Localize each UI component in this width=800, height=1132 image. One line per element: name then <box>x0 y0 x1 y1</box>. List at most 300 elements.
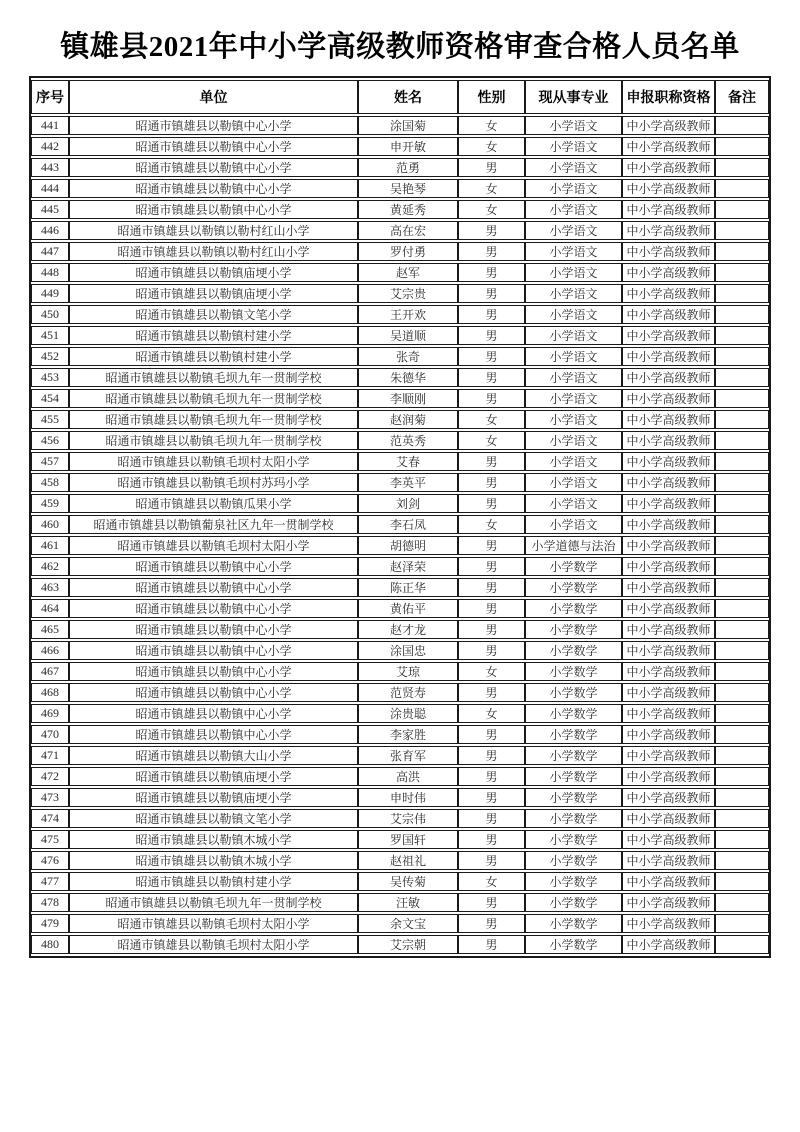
cell-title: 中小学高级教师 <box>622 599 715 618</box>
cell-note <box>715 641 769 660</box>
cell-subject: 小学数学 <box>525 683 622 702</box>
cell-subject: 小学数学 <box>525 725 622 744</box>
cell-serial: 466 <box>31 641 69 660</box>
table-row <box>31 347 769 366</box>
cell-name: 艾宗贵 <box>358 284 458 303</box>
cell-title: 中小学高级教师 <box>622 431 715 450</box>
cell-gender: 男 <box>458 809 525 828</box>
cell-unit: 昭通市镇雄县以勒镇以勒村红山小学 <box>69 242 358 261</box>
column-header-gender: 性别 <box>458 80 525 114</box>
cell-subject: 小学数学 <box>525 872 622 891</box>
cell-note <box>715 662 769 681</box>
cell-subject: 小学语文 <box>525 116 622 135</box>
cell-unit: 昭通市镇雄县以勒镇中心小学 <box>69 557 358 576</box>
cell-gender: 男 <box>458 242 525 261</box>
cell-gender: 男 <box>458 221 525 240</box>
cell-serial: 442 <box>31 137 69 156</box>
cell-serial: 461 <box>31 536 69 555</box>
table-row <box>31 662 769 681</box>
cell-unit: 昭通市镇雄县以勒镇村建小学 <box>69 872 358 891</box>
cell-serial: 467 <box>31 662 69 681</box>
cell-serial: 470 <box>31 725 69 744</box>
cell-serial: 473 <box>31 788 69 807</box>
cell-name: 李英平 <box>358 473 458 492</box>
table-row <box>31 179 769 198</box>
cell-serial: 460 <box>31 515 69 534</box>
cell-title: 中小学高级教师 <box>622 515 715 534</box>
cell-title: 中小学高级教师 <box>622 494 715 513</box>
cell-title: 中小学高级教师 <box>622 578 715 597</box>
column-header-note: 备注 <box>715 80 769 114</box>
cell-title: 中小学高级教师 <box>622 179 715 198</box>
cell-serial: 444 <box>31 179 69 198</box>
cell-subject: 小学语文 <box>525 410 622 429</box>
table-row <box>31 725 769 744</box>
column-header-subject: 现从事专业 <box>525 80 622 114</box>
cell-subject: 小学语文 <box>525 284 622 303</box>
cell-subject: 小学语文 <box>525 158 622 177</box>
cell-subject: 小学语文 <box>525 515 622 534</box>
cell-note <box>715 851 769 870</box>
cell-title: 中小学高级教师 <box>622 683 715 702</box>
cell-title: 中小学高级教师 <box>622 914 715 933</box>
cell-title: 中小学高级教师 <box>622 305 715 324</box>
cell-serial: 463 <box>31 578 69 597</box>
cell-note <box>715 452 769 471</box>
cell-gender: 男 <box>458 494 525 513</box>
cell-subject: 小学数学 <box>525 704 622 723</box>
table-row <box>31 431 769 450</box>
cell-note <box>715 116 769 135</box>
cell-unit: 昭通市镇雄县以勒镇中心小学 <box>69 725 358 744</box>
cell-note <box>715 410 769 429</box>
cell-unit: 昭通市镇雄县以勒镇庙埂小学 <box>69 263 358 282</box>
cell-gender: 男 <box>458 851 525 870</box>
cell-gender: 男 <box>458 263 525 282</box>
cell-title: 中小学高级教师 <box>622 620 715 639</box>
cell-subject: 小学数学 <box>525 809 622 828</box>
cell-gender: 男 <box>458 578 525 597</box>
cell-subject: 小学语文 <box>525 452 622 471</box>
cell-name: 李顺刚 <box>358 389 458 408</box>
cell-unit: 昭通市镇雄县以勒镇大山小学 <box>69 746 358 765</box>
cell-unit: 昭通市镇雄县以勒镇庙埂小学 <box>69 788 358 807</box>
cell-note <box>715 830 769 849</box>
cell-subject: 小学数学 <box>525 914 622 933</box>
cell-serial: 454 <box>31 389 69 408</box>
cell-name: 艾春 <box>358 452 458 471</box>
cell-serial: 443 <box>31 158 69 177</box>
cell-serial: 452 <box>31 347 69 366</box>
cell-unit: 昭通市镇雄县以勒镇村建小学 <box>69 347 358 366</box>
cell-serial: 455 <box>31 410 69 429</box>
cell-note <box>715 137 769 156</box>
cell-subject: 小学语文 <box>525 389 622 408</box>
cell-note <box>715 809 769 828</box>
cell-gender: 男 <box>458 326 525 345</box>
table-row <box>31 326 769 345</box>
cell-gender: 女 <box>458 431 525 450</box>
cell-subject: 小学语文 <box>525 305 622 324</box>
cell-serial: 479 <box>31 914 69 933</box>
cell-title: 中小学高级教师 <box>622 704 715 723</box>
cell-unit: 昭通市镇雄县以勒镇中心小学 <box>69 179 358 198</box>
table-row <box>31 263 769 282</box>
cell-unit: 昭通市镇雄县以勒镇毛坝九年一贯制学校 <box>69 410 358 429</box>
cell-gender: 男 <box>458 914 525 933</box>
cell-note <box>715 935 769 954</box>
cell-unit: 昭通市镇雄县以勒镇以勒村红山小学 <box>69 221 358 240</box>
cell-serial: 475 <box>31 830 69 849</box>
cell-gender: 男 <box>458 725 525 744</box>
cell-title: 中小学高级教师 <box>622 410 715 429</box>
cell-note <box>715 914 769 933</box>
cell-serial: 453 <box>31 368 69 387</box>
cell-name: 王开欢 <box>358 305 458 324</box>
cell-gender: 男 <box>458 389 525 408</box>
cell-gender: 男 <box>458 536 525 555</box>
cell-note <box>715 725 769 744</box>
table-row <box>31 767 769 786</box>
cell-subject: 小学语文 <box>525 200 622 219</box>
cell-note <box>715 284 769 303</box>
cell-gender: 男 <box>458 683 525 702</box>
cell-name: 陈正华 <box>358 578 458 597</box>
cell-subject: 小学数学 <box>525 893 622 912</box>
table-row <box>31 914 769 933</box>
cell-serial: 477 <box>31 872 69 891</box>
cell-name: 艾宗伟 <box>358 809 458 828</box>
cell-subject: 小学语文 <box>525 137 622 156</box>
cell-subject: 小学语文 <box>525 347 622 366</box>
cell-gender: 女 <box>458 137 525 156</box>
table-row <box>31 641 769 660</box>
cell-name: 罗付勇 <box>358 242 458 261</box>
cell-serial: 445 <box>31 200 69 219</box>
cell-unit: 昭通市镇雄县以勒镇庙埂小学 <box>69 767 358 786</box>
cell-serial: 464 <box>31 599 69 618</box>
cell-gender: 女 <box>458 662 525 681</box>
table-row <box>31 473 769 492</box>
cell-unit: 昭通市镇雄县以勒镇中心小学 <box>69 662 358 681</box>
cell-note <box>715 263 769 282</box>
cell-unit: 昭通市镇雄县以勒镇瓜果小学 <box>69 494 358 513</box>
table-row <box>31 242 769 261</box>
cell-title: 中小学高级教师 <box>622 557 715 576</box>
cell-subject: 小学语文 <box>525 221 622 240</box>
cell-note <box>715 158 769 177</box>
cell-unit: 昭通市镇雄县以勒镇毛坝村太阳小学 <box>69 452 358 471</box>
cell-title: 中小学高级教师 <box>622 536 715 555</box>
cell-title: 中小学高级教师 <box>622 137 715 156</box>
cell-serial: 456 <box>31 431 69 450</box>
cell-name: 吴道顺 <box>358 326 458 345</box>
cell-subject: 小学数学 <box>525 620 622 639</box>
cell-note <box>715 557 769 576</box>
table-row <box>31 809 769 828</box>
table-row <box>31 830 769 849</box>
cell-gender: 女 <box>458 116 525 135</box>
cell-note <box>715 620 769 639</box>
cell-name: 高在宏 <box>358 221 458 240</box>
table-row <box>31 410 769 429</box>
cell-name: 赵润菊 <box>358 410 458 429</box>
table-row <box>31 200 769 219</box>
table-row <box>31 536 769 555</box>
cell-serial: 458 <box>31 473 69 492</box>
table-row <box>31 284 769 303</box>
cell-title: 中小学高级教师 <box>622 326 715 345</box>
cell-name: 黄延秀 <box>358 200 458 219</box>
table-row <box>31 116 769 135</box>
qualification-table <box>29 76 771 958</box>
cell-unit: 昭通市镇雄县以勒镇中心小学 <box>69 683 358 702</box>
cell-subject: 小学数学 <box>525 830 622 849</box>
cell-unit: 昭通市镇雄县以勒镇毛坝九年一贯制学校 <box>69 368 358 387</box>
cell-unit: 昭通市镇雄县以勒镇中心小学 <box>69 158 358 177</box>
cell-title: 中小学高级教师 <box>622 851 715 870</box>
header-row <box>31 80 769 114</box>
cell-serial: 472 <box>31 767 69 786</box>
cell-serial: 449 <box>31 284 69 303</box>
cell-unit: 昭通市镇雄县以勒镇毛坝村苏玛小学 <box>69 473 358 492</box>
cell-title: 中小学高级教师 <box>622 893 715 912</box>
cell-subject: 小学语文 <box>525 326 622 345</box>
cell-unit: 昭通市镇雄县以勒镇中心小学 <box>69 578 358 597</box>
cell-note <box>715 893 769 912</box>
cell-gender: 男 <box>458 158 525 177</box>
cell-gender: 女 <box>458 200 525 219</box>
cell-unit: 昭通市镇雄县以勒镇毛坝九年一贯制学校 <box>69 431 358 450</box>
cell-gender: 男 <box>458 830 525 849</box>
cell-subject: 小学数学 <box>525 788 622 807</box>
cell-subject: 小学语文 <box>525 368 622 387</box>
cell-gender: 女 <box>458 704 525 723</box>
cell-name: 刘剑 <box>358 494 458 513</box>
cell-name: 赵军 <box>358 263 458 282</box>
table-row <box>31 515 769 534</box>
cell-subject: 小学数学 <box>525 935 622 954</box>
cell-subject: 小学数学 <box>525 557 622 576</box>
cell-name: 涂国忠 <box>358 641 458 660</box>
cell-title: 中小学高级教师 <box>622 263 715 282</box>
cell-unit: 昭通市镇雄县以勒镇毛坝村太阳小学 <box>69 536 358 555</box>
table-body <box>31 116 769 954</box>
cell-title: 中小学高级教师 <box>622 389 715 408</box>
cell-note <box>715 494 769 513</box>
cell-note <box>715 368 769 387</box>
cell-gender: 男 <box>458 641 525 660</box>
cell-note <box>715 536 769 555</box>
cell-subject: 小学语文 <box>525 242 622 261</box>
cell-gender: 男 <box>458 935 525 954</box>
cell-gender: 女 <box>458 872 525 891</box>
cell-unit: 昭通市镇雄县以勒镇木城小学 <box>69 830 358 849</box>
cell-serial: 471 <box>31 746 69 765</box>
cell-name: 余文宝 <box>358 914 458 933</box>
table-row <box>31 452 769 471</box>
cell-subject: 小学数学 <box>525 578 622 597</box>
cell-subject: 小学语文 <box>525 431 622 450</box>
cell-note <box>715 788 769 807</box>
cell-name: 申时伟 <box>358 788 458 807</box>
cell-subject: 小学数学 <box>525 599 622 618</box>
cell-serial: 459 <box>31 494 69 513</box>
table-row <box>31 305 769 324</box>
cell-unit: 昭通市镇雄县以勒镇中心小学 <box>69 641 358 660</box>
cell-name: 胡德明 <box>358 536 458 555</box>
cell-name: 赵才龙 <box>358 620 458 639</box>
cell-name: 涂贵聪 <box>358 704 458 723</box>
page-title: 镇雄县2021年中小学高级教师资格审查合格人员名单 <box>60 31 740 63</box>
cell-unit: 昭通市镇雄县以勒镇毛坝村太阳小学 <box>69 914 358 933</box>
cell-unit: 昭通市镇雄县以勒镇中心小学 <box>69 620 358 639</box>
cell-serial: 478 <box>31 893 69 912</box>
cell-unit: 昭通市镇雄县以勒镇文笔小学 <box>69 305 358 324</box>
table-row <box>31 221 769 240</box>
cell-gender: 男 <box>458 746 525 765</box>
cell-title: 中小学高级教师 <box>622 347 715 366</box>
cell-name: 范勇 <box>358 158 458 177</box>
cell-title: 中小学高级教师 <box>622 221 715 240</box>
cell-subject: 小学语文 <box>525 494 622 513</box>
cell-unit: 昭通市镇雄县以勒镇文笔小学 <box>69 809 358 828</box>
cell-gender: 女 <box>458 179 525 198</box>
cell-unit: 昭通市镇雄县以勒镇木城小学 <box>69 851 358 870</box>
table-row <box>31 389 769 408</box>
cell-title: 中小学高级教师 <box>622 872 715 891</box>
cell-gender: 男 <box>458 557 525 576</box>
cell-note <box>715 326 769 345</box>
cell-gender: 男 <box>458 305 525 324</box>
cell-note <box>715 473 769 492</box>
cell-serial: 441 <box>31 116 69 135</box>
cell-note <box>715 515 769 534</box>
cell-title: 中小学高级教师 <box>622 788 715 807</box>
table-row <box>31 620 769 639</box>
cell-subject: 小学数学 <box>525 746 622 765</box>
cell-title: 中小学高级教师 <box>622 368 715 387</box>
cell-title: 中小学高级教师 <box>622 935 715 954</box>
cell-name: 朱德华 <box>358 368 458 387</box>
cell-gender: 男 <box>458 368 525 387</box>
cell-serial: 468 <box>31 683 69 702</box>
column-header-name: 姓名 <box>358 80 458 114</box>
cell-note <box>715 389 769 408</box>
cell-subject: 小学语文 <box>525 179 622 198</box>
cell-unit: 昭通市镇雄县以勒镇中心小学 <box>69 137 358 156</box>
cell-gender: 男 <box>458 767 525 786</box>
cell-title: 中小学高级教师 <box>622 641 715 660</box>
cell-note <box>715 347 769 366</box>
cell-unit: 昭通市镇雄县以勒镇毛坝九年一贯制学校 <box>69 389 358 408</box>
cell-subject: 小学数学 <box>525 641 622 660</box>
table-row <box>31 158 769 177</box>
cell-unit: 昭通市镇雄县以勒镇村建小学 <box>69 326 358 345</box>
cell-title: 中小学高级教师 <box>622 242 715 261</box>
cell-note <box>715 221 769 240</box>
cell-gender: 男 <box>458 788 525 807</box>
cell-note <box>715 767 769 786</box>
cell-name: 艾宗朝 <box>358 935 458 954</box>
cell-name: 李家胜 <box>358 725 458 744</box>
cell-subject: 小学语文 <box>525 263 622 282</box>
cell-unit: 昭通市镇雄县以勒镇中心小学 <box>69 704 358 723</box>
cell-unit: 昭通市镇雄县以勒镇中心小学 <box>69 200 358 219</box>
cell-subject: 小学数学 <box>525 767 622 786</box>
cell-unit: 昭通市镇雄县以勒镇葡泉社区九年一贯制学校 <box>69 515 358 534</box>
cell-name: 范贤寿 <box>358 683 458 702</box>
cell-name: 张育军 <box>358 746 458 765</box>
table-row <box>31 599 769 618</box>
cell-serial: 465 <box>31 620 69 639</box>
cell-title: 中小学高级教师 <box>622 473 715 492</box>
cell-title: 中小学高级教师 <box>622 158 715 177</box>
cell-note <box>715 179 769 198</box>
cell-note <box>715 704 769 723</box>
cell-title: 中小学高级教师 <box>622 767 715 786</box>
cell-serial: 457 <box>31 452 69 471</box>
cell-title: 中小学高级教师 <box>622 725 715 744</box>
table-row <box>31 746 769 765</box>
cell-serial: 480 <box>31 935 69 954</box>
cell-gender: 男 <box>458 452 525 471</box>
cell-name: 高洪 <box>358 767 458 786</box>
cell-name: 李石凤 <box>358 515 458 534</box>
table-row <box>31 872 769 891</box>
cell-subject: 小学语文 <box>525 473 622 492</box>
cell-note <box>715 200 769 219</box>
table-row <box>31 704 769 723</box>
cell-name: 张奇 <box>358 347 458 366</box>
cell-gender: 男 <box>458 599 525 618</box>
table-row <box>31 368 769 387</box>
cell-note <box>715 599 769 618</box>
cell-unit: 昭通市镇雄县以勒镇毛坝九年一贯制学校 <box>69 893 358 912</box>
cell-title: 中小学高级教师 <box>622 809 715 828</box>
cell-serial: 462 <box>31 557 69 576</box>
cell-serial: 476 <box>31 851 69 870</box>
cell-serial: 450 <box>31 305 69 324</box>
cell-gender: 男 <box>458 284 525 303</box>
cell-note <box>715 305 769 324</box>
cell-name: 赵泽荣 <box>358 557 458 576</box>
column-header-serial: 序号 <box>31 80 69 114</box>
cell-title: 中小学高级教师 <box>622 200 715 219</box>
cell-gender: 男 <box>458 473 525 492</box>
cell-name: 罗国轩 <box>358 830 458 849</box>
cell-subject: 小学道德与法治 <box>525 536 622 555</box>
cell-title: 中小学高级教师 <box>622 662 715 681</box>
cell-name: 吴传菊 <box>358 872 458 891</box>
cell-title: 中小学高级教师 <box>622 116 715 135</box>
cell-name: 申开敏 <box>358 137 458 156</box>
cell-serial: 446 <box>31 221 69 240</box>
cell-gender: 男 <box>458 893 525 912</box>
cell-serial: 448 <box>31 263 69 282</box>
cell-name: 范英秀 <box>358 431 458 450</box>
table-row <box>31 935 769 954</box>
cell-serial: 469 <box>31 704 69 723</box>
cell-title: 中小学高级教师 <box>622 284 715 303</box>
cell-title: 中小学高级教师 <box>622 746 715 765</box>
cell-gender: 男 <box>458 620 525 639</box>
table-row <box>31 851 769 870</box>
cell-gender: 女 <box>458 515 525 534</box>
cell-title: 中小学高级教师 <box>622 830 715 849</box>
cell-unit: 昭通市镇雄县以勒镇庙埂小学 <box>69 284 358 303</box>
cell-title: 中小学高级教师 <box>622 452 715 471</box>
